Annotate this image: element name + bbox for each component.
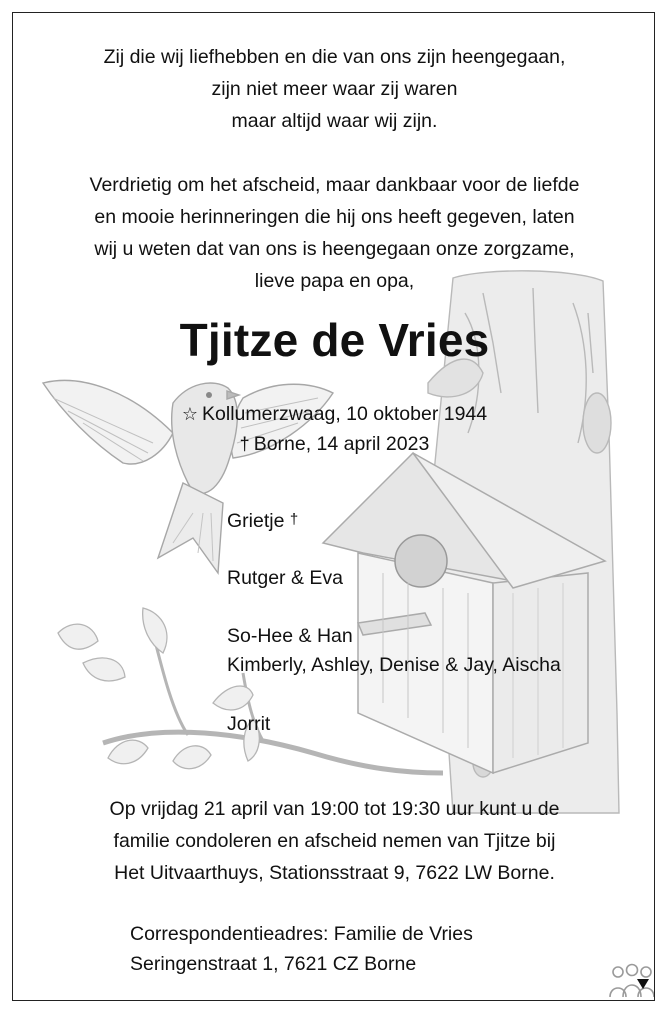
family-spouse xyxy=(227,505,298,536)
child-line: Jorrit xyxy=(227,713,271,735)
correspondence-address xyxy=(130,919,473,979)
announcement-line: Verdrietig om het afscheid, maar dankbaar voor de liefde xyxy=(89,174,580,196)
child-line: So-Hee & Han xyxy=(227,625,353,647)
poem-line: maar altijd waar wij zijn. xyxy=(231,110,438,132)
birth-line xyxy=(13,399,655,429)
correspondence-line: Seringenstraat 1, 7621 CZ Borne xyxy=(130,953,417,975)
star-icon: ☆ xyxy=(181,404,199,424)
grandchildren-line: Kimberly, Ashley, Denise & Jay, Aischa xyxy=(227,654,561,676)
condolence-info xyxy=(13,793,655,889)
deceased-name: Tjitze de Vries xyxy=(179,314,490,366)
obituary-card xyxy=(12,12,655,1001)
condolence-line: Op vrijdag 21 april van 19:00 tot 19:30 uur kunt u de xyxy=(109,798,560,820)
death-line xyxy=(13,429,655,459)
correspondence-line: Correspondentieadres: Familie de Vries xyxy=(130,923,473,945)
cross-icon: † xyxy=(239,434,250,454)
death-text: Borne, 14 april 2023 xyxy=(253,433,430,455)
arrow-down-icon[interactable] xyxy=(636,978,650,990)
family-child-2 xyxy=(227,622,561,680)
life-dates xyxy=(13,399,655,459)
text-layer xyxy=(13,13,655,1001)
condolence-line: Het Uitvaarthuys, Stationsstraat 9, 7622 LW Borne. xyxy=(114,862,555,884)
family-child-3 xyxy=(227,710,270,739)
poem-line: Zij die wij liefhebben en die van ons zijn heengegaan, xyxy=(103,46,566,68)
announcement xyxy=(13,169,655,297)
poem-line: zijn niet meer waar zij waren xyxy=(211,78,458,100)
announcement-line: en mooie herinneringen die hij ons heeft gegeven, laten xyxy=(94,206,575,228)
condolence-line: familie condoleren en afscheid nemen van Tjitze bij xyxy=(113,830,556,852)
family-child-1 xyxy=(227,564,343,593)
birth-text: Kollumerzwaag, 10 oktober 1944 xyxy=(202,403,488,425)
spouse-name: Grietje xyxy=(227,510,285,532)
child-line: Rutger & Eva xyxy=(227,567,343,589)
poem xyxy=(13,41,655,137)
announcement-line: wij u weten dat van ons is heengegaan onze zorgzame, xyxy=(94,238,575,260)
spouse-cross-icon: † xyxy=(289,511,299,528)
announcement-line: lieve papa en opa, xyxy=(254,270,415,292)
